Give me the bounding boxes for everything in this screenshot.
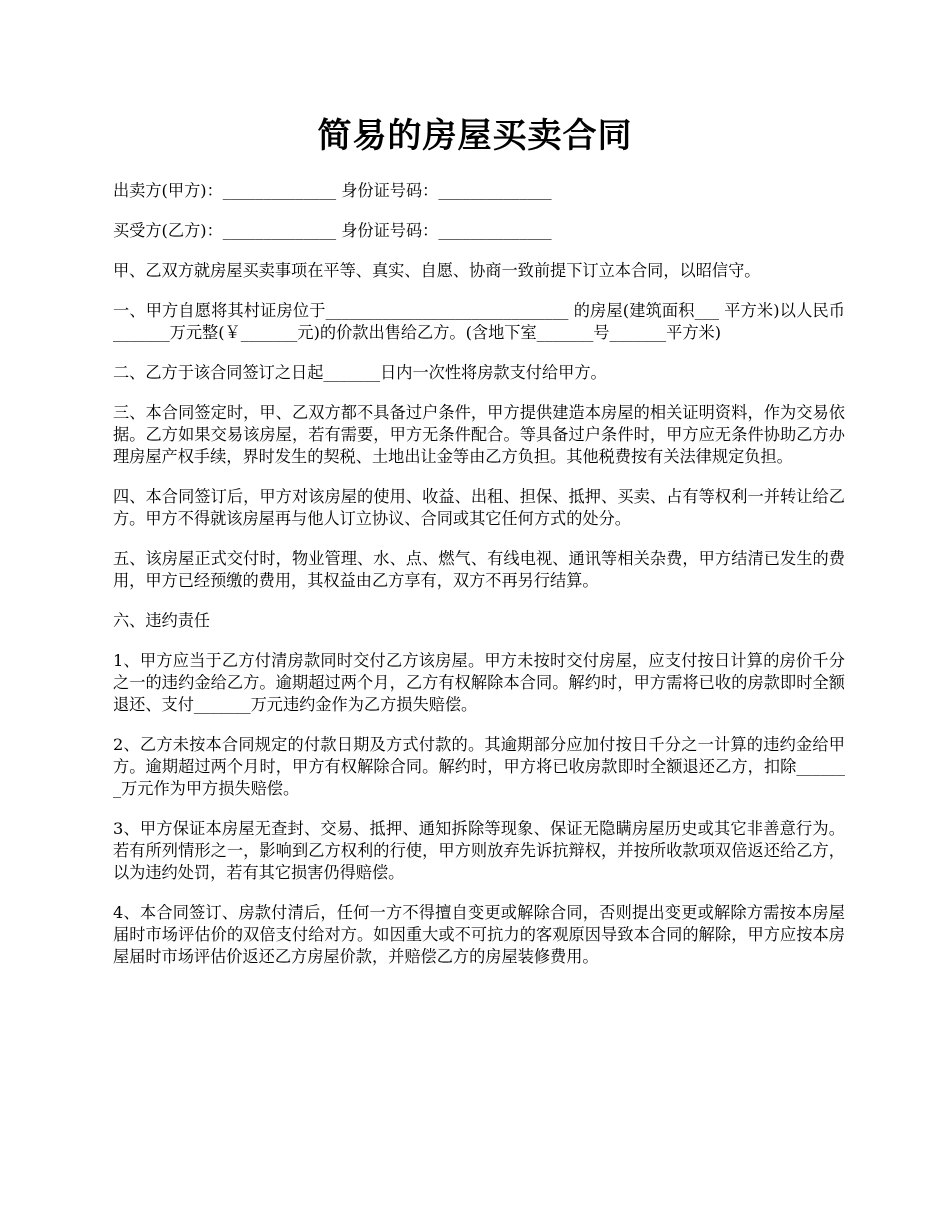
clause-1-paragraph: 一、甲方自愿将其村证房位于______________________________ 的房屋(建筑面积___ 平方米)以人民币_______万元整(￥_______元)的价款出售给乙方。(含地下室_______号_______平方米)	[113, 301, 845, 342]
breach-item-4: 4、本合同签订、房款付清后，任何一方不得擅自变更或解除合同，否则提出变更或解除方需按本房屋届时市场评估价的双倍支付给对方。如因重大或不可抗力的客观原因导致本合同的解除，甲方应按本房屋届时市场评估价返还乙方房屋价款，并赔偿乙方的房屋装修费用。	[113, 903, 845, 966]
document-body	[113, 180, 845, 986]
clause-2-paragraph: 二、乙方于该合同签订之日起_______日内一次性将房款支付给甲方。	[113, 363, 607, 382]
document-title: 简易的房屋买卖合同	[317, 116, 633, 156]
clause-4-paragraph: 四、本合同签订后，甲方对该房屋的使用、收益、出租、担保、抵押、买卖、占有等权利一并转让给乙方。甲方不得就该房屋再与他人订立协议、合同或其它任何方式的处分。	[113, 487, 845, 528]
seller-line: 出卖方(甲方)：______________ 身份证号码：______________	[113, 181, 552, 200]
breach-item-2: 2、乙方未按本合同规定的付款日期及方式付款的。其逾期部分应加付按日千分之一计算的违约金给甲方。逾期超过两个月时，甲方有权解除合同。解约时，甲方将已收房款即时全额退还乙方，扣除_______万元作为甲方损失赔偿。	[113, 735, 845, 798]
clause-6-heading: 六、违约责任	[113, 611, 211, 630]
buyer-line: 买受方(乙方)：______________ 身份证号码：______________	[113, 221, 552, 240]
breach-item-3: 3、甲方保证本房屋无查封、交易、抵押、通知拆除等现象、保证无隐瞒房屋历史或其它非善意行为。若有所列情形之一，影响到乙方权利的行使，甲方则放弃先诉抗辩权，并按所收款项双倍返还给乙方，以为违约处罚，若有其它损害仍得赔偿。	[113, 819, 845, 882]
breach-item-1: 1、甲方应当于乙方付清房款同时交付乙方该房屋。甲方未按时交付房屋，应支付按日计算的房价千分之一的违约金给乙方。逾期超过两个月，乙方有权解除本合同。解约时，甲方需将已收的房款即时全额退还、支付_______万元违约金作为乙方损失赔偿。	[113, 651, 845, 714]
preamble-paragraph: 甲、乙双方就房屋买卖事项在平等、真实、自愿、协商一致前提下订立本合同，以昭信守。	[113, 261, 761, 280]
clause-3-paragraph: 三、本合同签定时，甲、乙双方都不具备过户条件，甲方提供建造本房屋的相关证明资料，作为交易依据。乙方如果交易该房屋，若有需要，甲方无条件配合。等具备过户条件时，甲方应无条件协助乙方办理房屋产权手续，界时发生的契税、土地出让金等由乙方负担。其他税费按有关法律规定负担。	[113, 403, 845, 466]
clause-5-paragraph: 五、该房屋正式交付时，物业管理、水、点、燃气、有线电视、通讯等相关杂费，甲方结清已发生的费用，甲方已经预缴的费用，其权益由乙方享有，双方不再另行结算。	[113, 549, 845, 590]
